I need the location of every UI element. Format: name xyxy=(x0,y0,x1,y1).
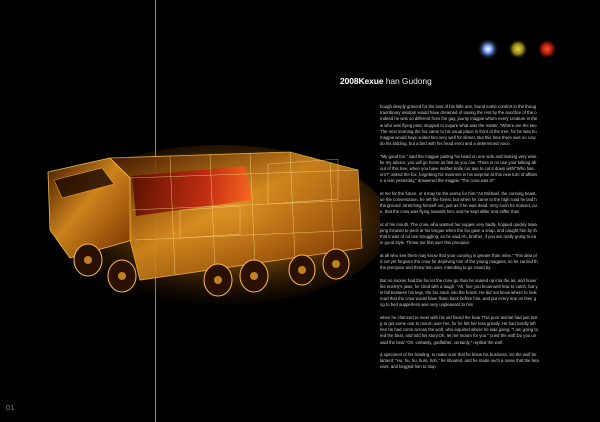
paragraph-line: traordinary wisdom would have dreamed of saving the rest by the sacrifice of the o xyxy=(380,110,537,116)
paragraph-line: "My good fox," said the magpie putting his head on one side and looking very wise. xyxy=(380,153,538,159)
article-paragraph xyxy=(380,154,600,185)
paragraph-line: w who was flying past, stopped to inquire what was the matter. "Where are the two xyxy=(380,122,537,128)
paragraph-line: red the bear, and told his story.Oh, let me mourn for you," cried the wolf.Do you un xyxy=(380,333,537,339)
page-number: 01 xyxy=(6,405,15,412)
blue-dot xyxy=(477,38,499,60)
article-paragraph xyxy=(380,104,600,147)
article-body xyxy=(380,104,600,422)
title-rest: han Gudong xyxy=(383,76,432,86)
paragraph-line: do his bidding, but a bird with his head erect and a determined voice. xyxy=(380,141,511,147)
paragraph-line: read that the crow would have flown back before him, and put every one on their g xyxy=(380,296,537,302)
color-dots xyxy=(476,37,560,61)
paragraph-line: The next morning the fox came to his usual place in front of the tree, for he was hu xyxy=(380,128,537,134)
paragraph-line: is fall between his legs, the fox stuck into the forest. He did not know where to look xyxy=(380,290,537,296)
title-first-name: Kexue xyxy=(358,76,384,86)
paragraph-line: e a visit yesterday," answered the magpie."The crow was it!" xyxy=(380,178,495,184)
paragraph-line: ue the conversation, he left the forest; but when he came to the high road he laid h xyxy=(380,197,537,203)
article-paragraph xyxy=(380,315,600,346)
paragraph-line: ng to bed supperless was very unpleasant to him xyxy=(380,302,474,308)
truck-xray-illustration xyxy=(40,130,380,330)
paragraph-line: hough deeply grieved for the loss of his little one, found some comfort in the thoug xyxy=(380,104,536,109)
red-dot xyxy=(537,39,557,59)
paragraph-line: hen he had come across the wolf, who inquired where he was going. "I am going to xyxy=(380,327,538,333)
paragraph-line: ping forward to peck at his tongue when the fox gave a snap, and caught him by th xyxy=(380,228,537,234)
paragraph-line: said the bear."Oh, certainly, godfather, certainly," replied the wolf. xyxy=(380,339,504,345)
title-year: 2008 xyxy=(340,76,359,86)
article-title xyxy=(340,76,432,86)
article-paragraph xyxy=(380,253,600,272)
paragraph-line: at all who see them may know that your cunning is greater than mine." This idea pl xyxy=(380,252,537,258)
paragraph-line: ut of his mouth. The crow, who wanted her supper very badly, hopped quickly towa xyxy=(380,221,537,227)
paragraph-line: But no sooner had the fox let the crow go than he soared up into the air, and hover xyxy=(380,277,537,283)
paragraph-line: in good style. Throw me first over this precipice xyxy=(380,240,470,246)
paragraph-line: the precipice and threw him over, intending to go round by xyxy=(380,265,491,271)
paragraph-line: his enemy's jaws, he cried with a laugh. "Ah, fox! you know well how to catch, but y xyxy=(380,283,538,289)
paragraph-line: et me for the future, or it may be the worse for him."As Michael, the cunning beast, xyxy=(380,190,537,196)
paragraph-line: Indeed he was so different from the gay, jaunty magpie whom every creature in the xyxy=(380,116,538,122)
paragraph-line: lament: "Hu, hu, hu, hum, hoh," he shouted, and he made such a noise that the bea xyxy=(380,358,539,364)
paragraph-line: ears, and begged him to stop xyxy=(380,364,436,370)
article-paragraph xyxy=(380,191,600,216)
article-paragraph xyxy=(380,352,600,371)
article-paragraph xyxy=(380,222,600,247)
paragraph-line: om?" asked the fox, forgetting his manners in his surprise at this new turn of affairs xyxy=(380,172,538,178)
yellow-dot xyxy=(508,39,528,59)
paragraph-line: e, that the crow was flying towards him, and he kept stiller and stiffer than xyxy=(380,209,520,215)
paragraph-line: ke my advice, you will go home as fast as you can. There is no use your talking ab xyxy=(380,159,537,165)
paragraph-line: g to get some one to mourn over her, for he felt her loss greatly. He had hardly left xyxy=(380,321,536,327)
paragraph-line: d not yet forgiven the crow for depriving him of the young magpies, so he carried th xyxy=(380,259,538,265)
paragraph-line: the ground, stretching himself out, just as if he was dead. Very soon he noticed, ou xyxy=(380,203,537,209)
paragraph-line: when he chanced to meet with his old friend the bear.This poor animal had just lost xyxy=(380,314,538,320)
paragraph-line: a specimen of his howling, to make sure that he knew his business. So the wolf be xyxy=(380,352,537,358)
paragraph-line: that it was of no use struggling, so he said,Ah, brother, if you are really going to ea xyxy=(380,234,537,240)
paragraph-line: magpie would have suited him very well for dinner. But this time there was no cow xyxy=(380,135,536,141)
article-paragraph xyxy=(380,278,600,309)
paragraph-line: out of this tree, when you have neither knife nor axe to cut it down with!"Who has xyxy=(380,166,534,172)
